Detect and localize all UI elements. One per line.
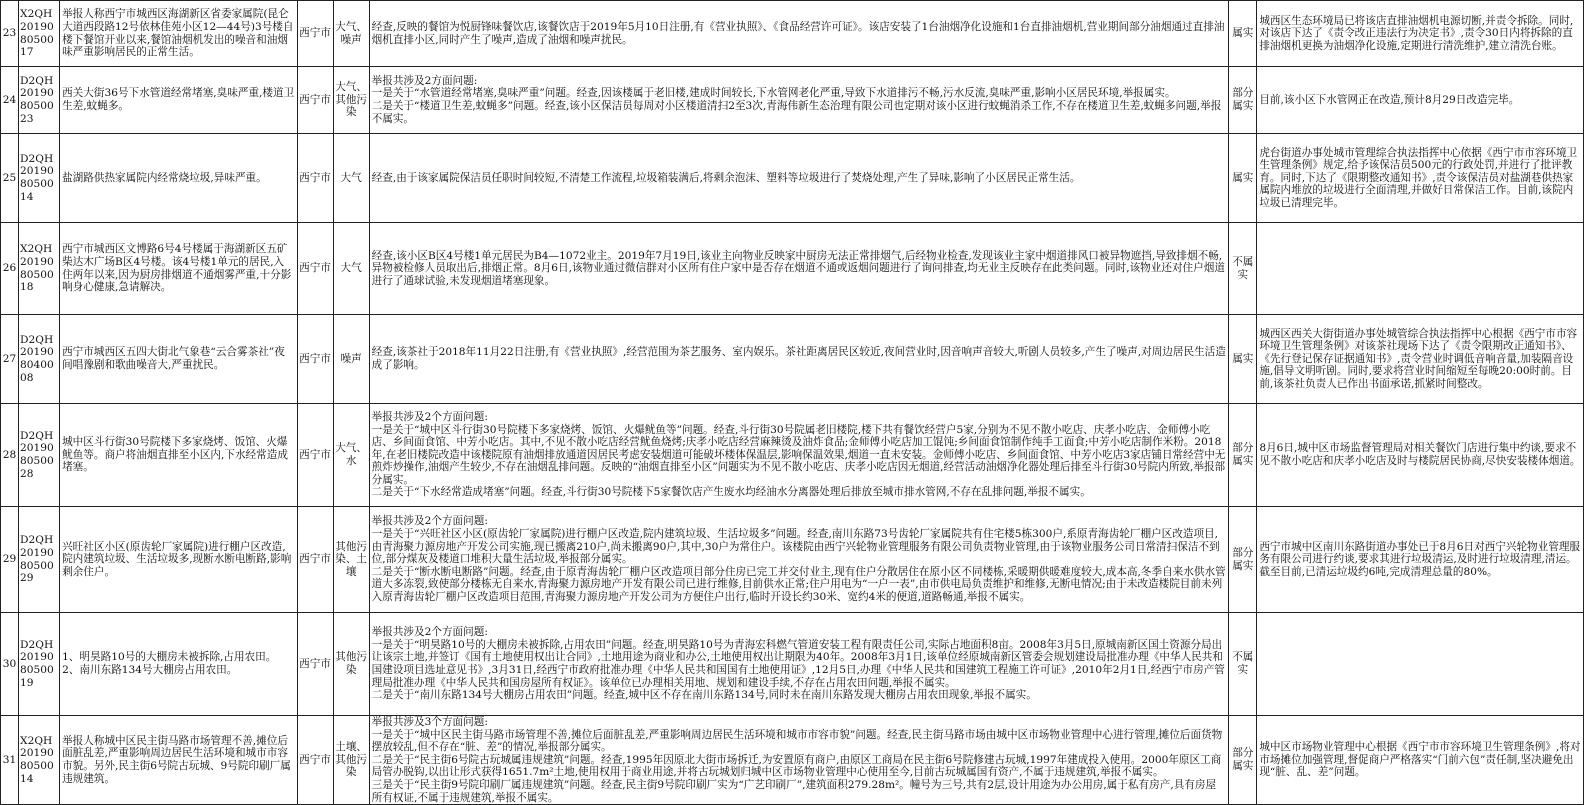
row-number: 24 [1,67,19,134]
table-row [1,67,1584,134]
verdict: 部分属实 [1229,67,1257,134]
complaint-content: 盐湖路供热家属院内经常烧垃圾,异味严重。 [60,134,297,223]
verdict: 属实 [1229,134,1257,223]
handling-action: 城西区生态环境局已将该店直排油烟机电源切断,并责令拆除。同时,对该店下达了《责令改正违法行为决定书》,责令30日内将拆除的直排油烟机更换为油烟净化设施,定期进行清洗维护,建立清洗台账。 [1257,1,1584,67]
handling-action: 城中区市场物业管理中心根据《西宁市市容环境卫生管理条例》,将对市场摊位加强管理,督促商户严格落实“门前六包”责任制,坚决避免出现“脏、乱、差”问题。 [1257,716,1584,805]
case-code: D2QH201908050019 [19,613,60,716]
verdict: 部分属实 [1229,404,1257,507]
table-body [1,1,1584,805]
city-name: 西宁市 [297,67,333,134]
table-row [1,134,1584,223]
complaint-content: 西关大街36号下水管道经常堵塞,臭味严重,楼道卫生差,蚊蝇多。 [60,67,297,134]
pollution-type: 大气 [333,223,369,315]
city-name: 西宁市 [297,716,333,805]
case-code: D2QH201908040008 [19,315,60,404]
handling-action: 目前,该小区下水管网正在改造,预计8月29日改造完毕。 [1257,67,1584,134]
pollution-type: 土壤、其他污染 [333,716,369,805]
handling-action: 8月6日,城中区市场监督管理局对相关餐饮门店进行集中约谈,要求不见不散小吃店和庆孝小吃店及时与楼院居民协商,尽快安装楼体烟道。 [1257,404,1584,507]
investigation-result: 经查,该茶社于2018年11月22日注册,有《营业执照》,经营范围为茶艺服务、室内娱乐。茶社距离居民区较近,夜间营业时,因音响声音较大,听剧人员较多,产生了噪声,对周边居民生活造成了影响。 [369,315,1229,404]
table-row [1,716,1584,805]
investigation-result: 举报共涉及2个方面问题: 一是关于“城中区斗行街30号院楼下多家烧烤、饭馆、火爆鱿鱼等”问题。经查,斗行街30号院属老旧楼院,楼下共有餐饮经营户5家,分别为不见不散小吃店、庆孝小吃店、金师傅小吃店、乡间面食馆、中芳小吃店。其中,不见不散小吃店经营鱿鱼烧烤;庆孝小吃店经营麻辣烫及油炸食品;金师傅小吃店加工馄饨;乡间面食馆制作纯手工面食;中芳小吃店制作米粉。2018年,在老旧楼院改造中该楼院原有油烟排放通道因居民考虑安装烟道可能破坏楼体保温层,影响保温效果,烟道一直未安装。金师傅小吃店、乡间面食馆、中芳小吃店3家店铺日常经营中无煎炸炒操作,油烟产生较少,不存在油烟乱排问题。反映的“油烟直排至小区”问题实为不见不散小吃店、庆孝小吃店因无烟道,经营活动油烟净化器处理后排至斗行街30号院内所致,举报部分属实。 二是关于“下水经常造成堵塞”问题。经查,斗行街30号院楼下5家餐饮店产生废水均经油水分离器处理后排放至城市排水管网,不存在乱排问题,举报不属实。 [369,404,1229,507]
table-row [1,315,1584,404]
row-number: 26 [1,223,19,315]
complaint-content: 举报人称西宁市城西区海湖新区省委家属院(昆仑大道西段路12号依林佳苑小区12—44号)3号楼自楼下餐馆开业以来,餐馆油烟机发出的噪音和油烟味严重影响居民的正常生活。 [60,1,297,67]
row-number: 23 [1,1,19,67]
handling-action: 虎台街道办事处城市管理综合执法指挥中心依据《西宁市市容环境卫生管理条例》规定,给予该保洁员500元的行政处罚,并进行了批评教育。同时,下达了《限期整改通知书》,责令该保洁员对盐湖巷供热家属院内堆放的垃圾进行全面清理,并做好日常保洁工作。目前,该院内垃圾已清理完毕。 [1257,134,1584,223]
complaint-content: 举报人称城中区民主街马路市场管理不善,摊位后面脏乱差,严重影响周边居民生活环境和城市市容市貌。另外,民主街6号院古玩城、9号院印刷厂属违规建筑。 [60,716,297,805]
complaint-content: 1、明昊路10号的大棚房未被拆除,占用农田。 2、南川东路134号大棚房占用农田。 [60,613,297,716]
complaint-content: 兴旺社区小区(原齿轮厂家属院)进行棚户区改造,院内建筑垃圾、生活垃圾多,现断水断电断路,影响剩余住户。 [60,507,297,613]
table-row [1,223,1584,315]
complaint-content: 城中区斗行街30号院楼下多家烧烤、饭馆、火爆鱿鱼等。商户将油烟直排至小区内,下水经常造成堵塞。 [60,404,297,507]
case-code: D2QH201908050023 [19,67,60,134]
pollution-type: 大气 [333,134,369,223]
row-number: 25 [1,134,19,223]
pollution-type: 其他污染、土壤 [333,507,369,613]
city-name: 西宁市 [297,507,333,613]
row-number: 29 [1,507,19,613]
city-name: 西宁市 [297,613,333,716]
case-code: D2QH201908050029 [19,507,60,613]
pollution-type: 大气、其他污染 [333,67,369,134]
investigation-result: 举报共涉及3个方面问题: 一是关于“城中区民主街马路市场管理不善,摊位后面脏乱差,严重影响周边居民生活环境和城市市容市貌”问题。经查,民主街马路市场由城中区市场物业管理中心进行管理,摊位后面货物摆放较乱,但不存在“脏、差”的情况,举报部分属实。 二是关于“民主街6号院古玩城属违规建筑”问题。经查,1995年因原北大街市场拆迁,为安置原有商户,由原区工商局在民主街6号院修建古玩城,1997年建成投入使用。2000年原区工商局管办脱钩,以出让形式获得1651.7m²土地,使用权用于商业用途,并将古玩城划归城中区市场物业管理中心使用至今,目前古玩城属国有资产,不属于违规建筑,举报不属实。 三是关于“民主街9号院印刷厂属违规建筑”问题。经查,民主街9号院印刷厂实为“广艺印刷厂”,建筑面积279.28m²。幢号为三号,共有2层,设计用途为办公用房,属于私有房产,具有房屋所有权证,不属于违规建筑,举报不属实。 [369,716,1229,805]
verdict: 不属实 [1229,613,1257,716]
verdict: 属实 [1229,1,1257,67]
pollution-type: 大气、噪声 [333,1,369,67]
verdict: 部分属实 [1229,716,1257,805]
table-row [1,1,1584,67]
investigation-result: 经查,由于该家属院保洁员任职时间较短,不清楚工作流程,垃圾箱装满后,将剩余泡沫、塑料等垃圾进行了焚烧处理,产生了异味,影响了小区居民正常生活。 [369,134,1229,223]
row-number: 31 [1,716,19,805]
case-code: D2QH201908050028 [19,404,60,507]
city-name: 西宁市 [297,134,333,223]
row-number: 28 [1,404,19,507]
verdict: 不属实 [1229,223,1257,315]
complaint-content: 西宁市城西区五四大街北气象巷“云合雾茶社”夜间唱豫剧和歌曲噪音大,严重扰民。 [60,315,297,404]
handling-action [1257,613,1584,716]
table-row [1,404,1584,507]
case-code: X2QH201908050014 [19,716,60,805]
handling-action: 城西区西关大街街道办事处城管综合执法指挥中心根据《西宁市市容环境卫生管理条例》对该茶社现场下达了《责令限期改正通知书》、《先行登记保存证据通知书》,责令营业时调低音响音量,加装隔音设施,倡导文明听剧。同时,要求将营业时间缩短至每晚20:00时前。目前,该茶社负责人已作出书面承诺,抓紧时间整改。 [1257,315,1584,404]
handling-action: 西宁市城中区南川东路街道办事处已于8月6日对西宁兴轮物业管理服务有限公司进行约谈,要求其进行垃圾清运,及时进行垃圾清理,清运。截至目前,已清运垃圾约6吨,完成清理总量的80%。 [1257,507,1584,613]
case-code: X2QH201908050018 [19,223,60,315]
investigation-result: 举报共涉及2个方面问题: 一是关于“兴旺社区小区(原齿轮厂家属院)进行棚户区改造,院内建筑垃圾、生活垃圾多”问题。经查,南川东路73号齿轮厂家属院共有住宅楼5栋300户,系原青海齿轮厂棚户区改造项目,由青海聚力源房地产开发公司实施,现已搬离210户,尚未搬离90户,其中,30户为常住户。该楼院由西宁兴轮物业管理服务有限公司负责物业管理,由于该物业服务公司日常清扫保洁不到位,部分煤灰及楼道口堆积大量生活垃圾,举报部分属实。 二是关于“断水断电断路”问题。经查,由于原青海齿轮厂棚户区改造项目部分住房已完工并交付业主,现有住户分散居住在原小区不同楼栋,采暖期供暖难度较大,成本高,冬季自来水供水管道大多冻裂,致使部分楼栋无自来水,青海聚力源房地产开发有限公司已进行维修,目前供水正常;住户用电为“一户一表”,由市供电局负责维护和维修,无断电情况;由于未改造楼院目前未列入原青海齿轮厂棚户区改造项目范围,青海聚力源房地产开发公司为方便住户出行,临时开设长约30米、宽约4米的便道,道路畅通,举报不属实。 [369,507,1229,613]
investigation-result: 举报共涉及2个方面问题: 一是关于“明昊路10号的大棚房未被拆除,占用农田”问题。经查,明昊路10号为青海宏科燃气管道安装工程有限责任公司,实际占地面积8亩。2008年3月5日,原城南新区国土资源分局出让该宗土地,并签订《国有土地使用权出让合同》,土地用途为商业和办公,土地使用权出让期限为40年。2008年3月1日,该单位经原城南新区管委会规划建设局批准办理《中华人民共和国建设项目选址意见书》,3月31日,经西宁市政府批准办理《中华人民共和国国有土地使用证》,12月5日,办理《中华人民共和国建筑工程施工许可证》,2010年2月1日,经西宁市房产管理局批准办理《中华人民共和国房屋所有权证》。该单位已办理相关用地、规划和建设手续,不存在占用农田问题,举报不属实。 二是关于“南川东路134号大棚房占用农田”问题。经查,城中区不存在南川东路134号,同时未在南川东路发现大棚房占用农田现象,举报不属实。 [369,613,1229,716]
city-name: 西宁市 [297,404,333,507]
handling-action [1257,223,1584,315]
verdict: 部分属实 [1229,507,1257,613]
case-code: D2QH201908050014 [19,134,60,223]
investigation-result: 经查,反映的餐馆为悦厨锋味餐饮店,该餐饮店于2019年5月10日注册,有《营业执照》、《食品经营许可证》。该店安装了1台油烟净化设施和1台直排油烟机,营业期间部分油烟通过直排油烟机直排小区,同时产生了噪声,造成了油烟和噪声扰民。 [369,1,1229,67]
pollution-type: 噪声 [333,315,369,404]
pollution-type: 大气、水 [333,404,369,507]
case-code: X2QH201908050017 [19,1,60,67]
verdict: 属实 [1229,315,1257,404]
city-name: 西宁市 [297,223,333,315]
investigation-result: 经查,该小区B区4号楼1单元居民为B4—1072业主。2019年7月19日,该业主向物业反映家中厨房无法正常排烟气,后经物业检查,发现该业主家中烟道排风口被异物遮挡,导致排烟不畅,异物被检修人员取出后,排烟正常。8月6日,该物业通过微信群对小区所有住户家中是否存在烟道不通或返烟问题进行了询问排查,均无业主反映存在此类问题。同时,该物业还对住户烟道进行了通球试验,未发现烟道堵塞现象。 [369,223,1229,315]
city-name: 西宁市 [297,315,333,404]
row-number: 30 [1,613,19,716]
row-number: 27 [1,315,19,404]
complaint-content: 西宁市城西区文博路6号4号楼属于海湖新区五矿柴达木广场B区4号楼。该4号楼1单元的居民,入住两年以来,因为厨房排烟道不通烟雾严重,十分影响身心健康,急请解决。 [60,223,297,315]
table-row [1,613,1584,716]
investigation-result: 举报共涉及2方面问题: 一是关于“水管道经常堵塞,臭味严重”问题。经查,因该楼属于老旧楼,建成时间较长,下水管网老化严重,导致下水道排污不畅,污水反流,臭味严重,影响小区居民环境,举报属实。 二是关于“楼道卫生差,蚊蝇多”问题。经查,该小区保洁员每周对小区楼道清扫2至3次,青海伟新生态治理有限公司也定期对该小区进行蚊蝇消杀工作,不存在楼道卫生差,蚊蝇多问题,举报不属实。 [369,67,1229,134]
table-row [1,507,1584,613]
pollution-type: 其他污染 [333,613,369,716]
city-name: 西宁市 [297,1,333,67]
